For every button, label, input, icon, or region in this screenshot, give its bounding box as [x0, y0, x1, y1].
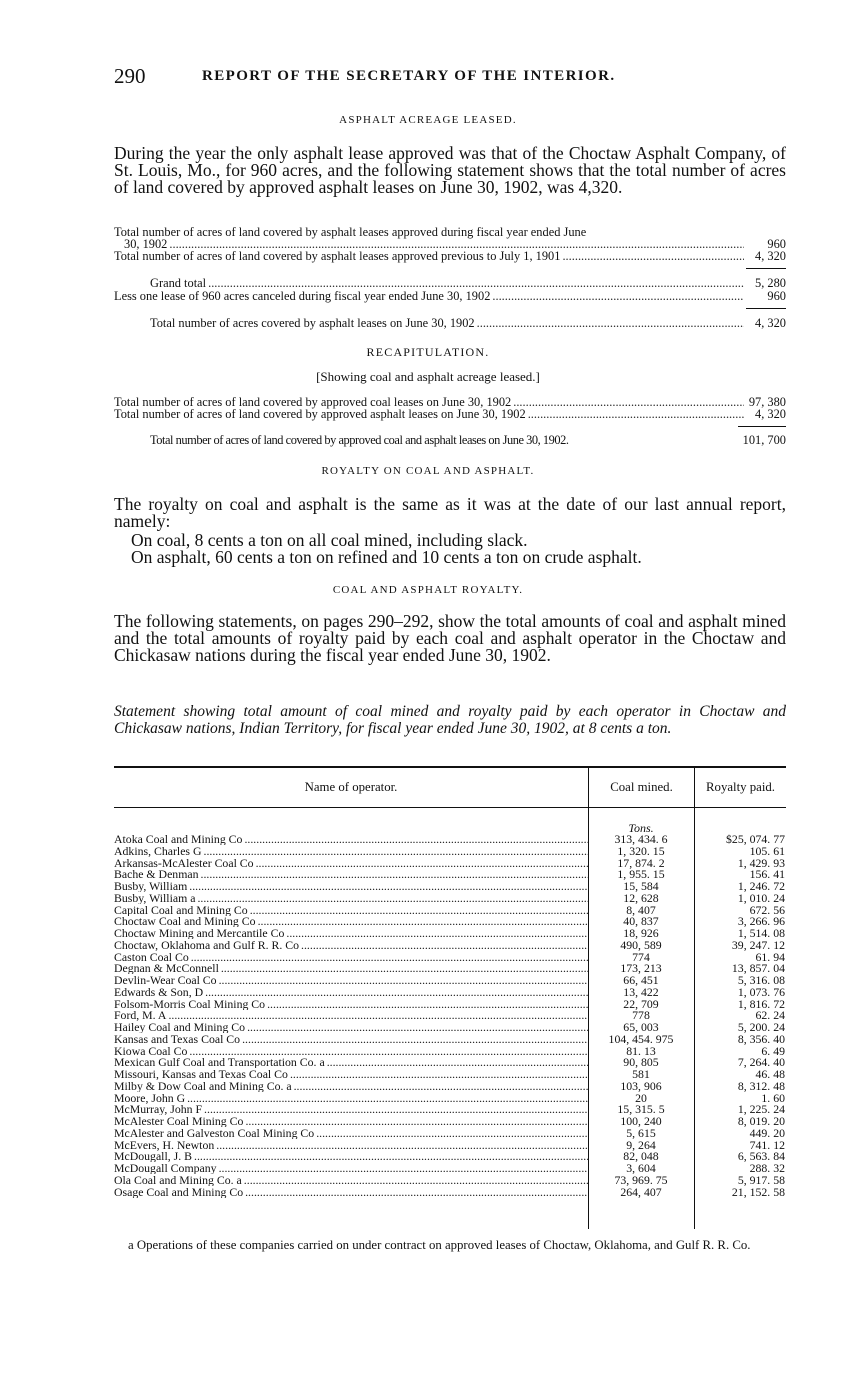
operator-name: Arkansas-McAlester Coal Co: [114, 857, 254, 869]
table-row: [114, 869, 786, 880]
table-row: [114, 855, 786, 870]
coal-asphalt-royalty-heading: COAL AND ASPHALT ROYALTY.: [332, 584, 524, 596]
coal-mined-value: 1, 320. 15: [617, 843, 665, 858]
table-row: [114, 928, 786, 939]
table-row: [114, 1069, 786, 1080]
royalty-paid-value: 105. 61: [749, 843, 785, 858]
recap-coal-label: Total number of acres of land covered by approved coal leases on June 30, 1902: [114, 395, 512, 409]
coal-mined-value: 90, 805: [623, 1055, 659, 1070]
operator-name: McAlester and Galveston Coal Mining Co: [114, 1127, 315, 1139]
table-row: [114, 1151, 786, 1162]
divider: [746, 308, 786, 309]
coal-mined-value: 15, 315. 5: [617, 1102, 665, 1117]
royalty-paid-value: 8, 356. 40: [737, 1031, 785, 1046]
operator-name: Kiowa Coal Co: [114, 1045, 188, 1057]
asphalt-total-row: [114, 316, 786, 330]
table-header-rule: [114, 807, 786, 808]
coal-mined-value: 490, 589: [620, 937, 662, 952]
coal-mined-value: 3, 604: [626, 1161, 656, 1175]
table-row: [114, 1022, 786, 1033]
asphalt-line1-value: 960: [767, 237, 786, 251]
table-row: [114, 996, 786, 1011]
asphalt-total-value: 4, 320: [755, 316, 786, 330]
royalty-paid-value: 5, 200. 24: [737, 1020, 785, 1034]
royalty-paid-value: 1, 816. 72: [737, 996, 785, 1011]
royalty-coal-line: On coal, 8 cents a ton on all coal mined, including slack.: [131, 530, 528, 550]
table-row: [114, 890, 786, 905]
royalty-paid-value: 1, 514. 08: [737, 926, 785, 940]
operator-name: Adkins, Charles G: [114, 845, 202, 857]
operator-name: McMurray, John F: [114, 1104, 203, 1116]
operator-name: McEvers, H. Newton: [114, 1139, 215, 1151]
asphalt-line2-label: Total number of acres of land covered by asphalt leases approved previous to July 1, 1901: [114, 249, 561, 263]
operator-name: McDougall Company: [114, 1163, 217, 1174]
royalty-paid-value: 6, 563. 84: [737, 1149, 785, 1164]
coal-mined-value: 103, 906: [620, 1078, 662, 1093]
royalty-paid-value: 449. 20: [749, 1125, 785, 1140]
coal-mined-value: 100, 240: [620, 1114, 662, 1128]
royalty-paid-value: 6. 49: [761, 1043, 785, 1058]
running-title: REPORT OF THE SECRETARY OF THE INTERIOR.: [202, 68, 616, 84]
divider: [746, 268, 786, 269]
table-row: [114, 963, 786, 974]
royalty-paid-value: 1, 429. 93: [737, 855, 785, 870]
table-row: [114, 1057, 786, 1068]
operator-name: Busby, William a: [114, 892, 196, 904]
operator-name: Moore, John G: [114, 1092, 186, 1104]
royalty-paid-value: 1, 246. 72: [737, 879, 785, 893]
royalty-paid-value: 62. 24: [755, 1008, 785, 1023]
royalty-paid-value: 5, 917. 58: [737, 1172, 785, 1187]
royalty-paid-value: 13, 857. 04: [731, 961, 785, 976]
asphalt-line1-a: Total number of acres of land covered by asphalt leases approved during fiscal year ended June: [114, 225, 587, 239]
operator-name: Choctaw Mining and Mercantile Co: [114, 928, 285, 939]
royalty-paid-value: 156. 41: [749, 867, 785, 882]
coal-mined-value: 81. 13: [626, 1043, 656, 1058]
table-row: [114, 916, 786, 927]
royalty-heading: ROYALTY ON COAL AND ASPHALT.: [321, 465, 535, 477]
less-value: 960: [767, 289, 786, 303]
grand-total-row: [114, 276, 786, 290]
coal-mined-value: 5, 615: [626, 1125, 656, 1140]
table-row: [114, 1116, 786, 1127]
royalty-paid-value: 1, 225. 24: [737, 1102, 785, 1117]
operator-name: Mexican Gulf Coal and Transportation Co. a: [114, 1057, 325, 1069]
table-row: [114, 937, 786, 952]
coal-mined-value: 82, 048: [623, 1149, 659, 1164]
coal-mined-value: 20: [635, 1090, 647, 1105]
royalty-paid-value: 46. 48: [755, 1067, 785, 1081]
grand-total-label: Grand total: [150, 276, 207, 290]
divider: [738, 426, 786, 427]
table-row: [114, 1104, 786, 1115]
asphalt-line2-value: 4, 320: [755, 249, 786, 263]
recap-coal-value: 97, 380: [748, 395, 786, 409]
table-row: [114, 834, 786, 845]
table-row: [114, 1090, 786, 1105]
royalty-paid-value: 7, 264. 40: [737, 1055, 785, 1070]
table-row: [114, 984, 786, 999]
coal-mined-value: 104, 454. 975: [608, 1031, 674, 1046]
operator-name: Osage Coal and Mining Co: [114, 1186, 244, 1198]
operator-name: Capital Coal and Mining Co: [114, 904, 248, 916]
royalty-paid-value: 3, 266. 96: [737, 914, 785, 929]
operator-name: Folsom-Morris Coal Mining Co: [114, 998, 266, 1010]
recap-asphalt-row: [114, 407, 786, 421]
table-row: [114, 949, 786, 964]
coal-mined-value: 313, 434. 6: [614, 832, 668, 846]
table-row: [114, 1043, 786, 1058]
royalty-paid-value: 288. 32: [749, 1161, 785, 1175]
royalty-paid-value: 8, 019. 20: [737, 1114, 785, 1128]
table-row: [114, 881, 786, 892]
table-row: [114, 1184, 786, 1199]
coal-asphalt-royalty-paragraph: The following statements, on pages 290–292, show the total amounts of coal and asphalt mined and the total amounts of royalty paid by each coal and asphalt operator in the Choctaw and Chickasaw nations during the fiscal year ended June 30, 1902.: [114, 611, 786, 665]
royalty-asphalt-line: On asphalt, 60 cents a ton on refined and 10 cents a ton on crude asphalt.: [131, 547, 642, 567]
operator-name: Ola Coal and Mining Co. a: [114, 1174, 242, 1186]
coal-mined-value: 774: [632, 949, 650, 964]
coal-mined-value: 22, 709: [623, 996, 659, 1011]
coal-mined-value: 15, 584: [623, 879, 659, 893]
table-row: [114, 975, 786, 986]
coal-mined-value: 173, 213: [620, 961, 662, 976]
table-header-coal-mined: Coal mined.: [610, 780, 673, 794]
recap-total-value: 101, 700: [742, 433, 786, 447]
table-row: [114, 1163, 786, 1174]
royalty-paid-value: 1, 010. 24: [737, 890, 785, 905]
table-header-operator: Name of operator.: [304, 780, 398, 794]
asphalt-total-label: Total number of acres covered by asphalt leases on June 30, 1902: [150, 316, 475, 330]
table-row: [114, 902, 786, 917]
table-top-rule: [114, 766, 786, 768]
table-units: Tons.: [628, 821, 654, 835]
coal-mined-value: 18, 926: [623, 926, 659, 940]
coal-mined-value: 40, 837: [623, 914, 659, 929]
recapitulation-subheading: [Showing coal and asphalt acreage leased.]: [316, 369, 540, 384]
royalty-paid-value: 1, 073. 76: [737, 984, 785, 999]
coal-mined-value: 73, 969. 75: [614, 1172, 668, 1187]
operator-name: Busby, William: [114, 881, 188, 892]
operator-name: Kansas and Texas Coal Co: [114, 1033, 241, 1045]
asphalt-acreage-heading: ASPHALT ACREAGE LEASED.: [339, 114, 517, 126]
operator-name: Ford, M. A: [114, 1010, 167, 1022]
statement-caption: Statement showing total amount of coal mined and royalty paid by each operator in Choctaw and Chickasaw nations, Indian Territory, for fiscal year ended June 30, 1902, at 8 cents a ton.: [114, 703, 786, 737]
recap-total-row: [114, 433, 786, 447]
royalty-paid-value: 5, 316. 08: [737, 973, 785, 987]
table-row: [114, 843, 786, 858]
operator-name: Milby & Dow Coal and Mining Co. a: [114, 1080, 292, 1092]
operator-name: Devlin-Wear Coal Co: [114, 975, 217, 986]
coal-mined-value: 13, 422: [623, 984, 659, 999]
table-row: [114, 1078, 786, 1093]
page-number: 290: [114, 64, 146, 88]
operator-name: Missouri, Kansas and Texas Coal Co: [114, 1069, 288, 1080]
table-row: [114, 1031, 786, 1046]
coal-mined-value: 17, 874. 2: [617, 855, 665, 870]
royalty-paid-value: 8, 312. 48: [737, 1078, 785, 1093]
less-row: [114, 289, 786, 303]
recap-asphalt-value: 4, 320: [755, 407, 786, 421]
royalty-paid-value: 672. 56: [749, 902, 785, 917]
operator-name: Degnan & McConnell: [114, 963, 219, 975]
coal-mined-value: 9, 264: [626, 1137, 656, 1152]
table-row: [114, 1010, 786, 1021]
recap-asphalt-label: Total number of acres of land covered by approved asphalt leases on June 30, 1902: [114, 407, 526, 421]
royalty-paid-value: 39, 247. 12: [731, 937, 785, 952]
less-label: Less one lease of 960 acres canceled during fiscal year ended June 30, 1902: [114, 289, 491, 303]
coal-mined-value: 264, 407: [620, 1184, 662, 1199]
coal-mined-value: 66, 451: [623, 973, 659, 987]
coal-mined-value: 581: [632, 1067, 650, 1081]
operator-name: Edwards & Son, D: [114, 986, 204, 998]
coal-mined-value: 1, 955. 15: [617, 867, 665, 882]
royalty-paragraph: The royalty on coal and asphalt is the same as it was at the date of our last annual report, namely:: [114, 494, 786, 531]
footnote: a Operations of these companies carried on under contract on approved leases of Choctaw, Oklahoma, and Gulf R. R. Co.: [128, 1238, 751, 1252]
table-header-royalty-paid: Royalty paid.: [706, 780, 775, 794]
operator-name: McAlester Coal Mining Co: [114, 1116, 244, 1127]
royalty-paid-value: 741. 12: [749, 1137, 785, 1152]
coal-mined-value: 65, 003: [623, 1020, 659, 1034]
operator-name: Caston Coal Co: [114, 951, 189, 963]
royalty-paid-value: 1. 60: [761, 1090, 785, 1105]
recapitulation-heading: RECAPITULATION.: [366, 345, 490, 359]
table-row: [114, 1137, 786, 1152]
operator-name: Bache & Denman: [114, 869, 199, 881]
table-row: [114, 1172, 786, 1187]
table-row: [114, 1125, 786, 1140]
coal-mined-value: 8, 407: [626, 902, 656, 917]
coal-mined-value: 12, 628: [623, 890, 659, 905]
operator-name: Choctaw Coal and Mining Co: [114, 916, 256, 928]
asphalt-line1-b: 30, 1902: [124, 237, 168, 251]
recap-total-label: Total number of acres of land covered by approved coal and asphalt leases on June 30, 1902.: [150, 433, 569, 447]
coal-mined-value: 778: [632, 1008, 650, 1023]
royalty-paid-value: $25, 074. 77: [726, 832, 785, 846]
royalty-paid-value: 61. 94: [755, 949, 785, 964]
operator-name: Choctaw, Oklahoma and Gulf R. R. Co: [114, 939, 300, 951]
royalty-paid-value: 21, 152. 58: [731, 1184, 785, 1199]
operator-name: Hailey Coal and Mining Co: [114, 1022, 246, 1033]
operator-name: McDougall, J. B: [114, 1151, 192, 1163]
asphalt-acreage-paragraph: During the year the only asphalt lease approved was that of the Choctaw Asphalt Company, of St. Louis, Mo., for 960 acres, and the following statement shows that the total number of acres of land covered by approved asphalt leases on June 30, 1902, was 4,320.: [114, 143, 786, 197]
asphalt-line2-row: [114, 249, 786, 263]
grand-total-value: 5, 280: [755, 276, 786, 290]
operator-name: Atoka Coal and Mining Co: [114, 834, 243, 845]
